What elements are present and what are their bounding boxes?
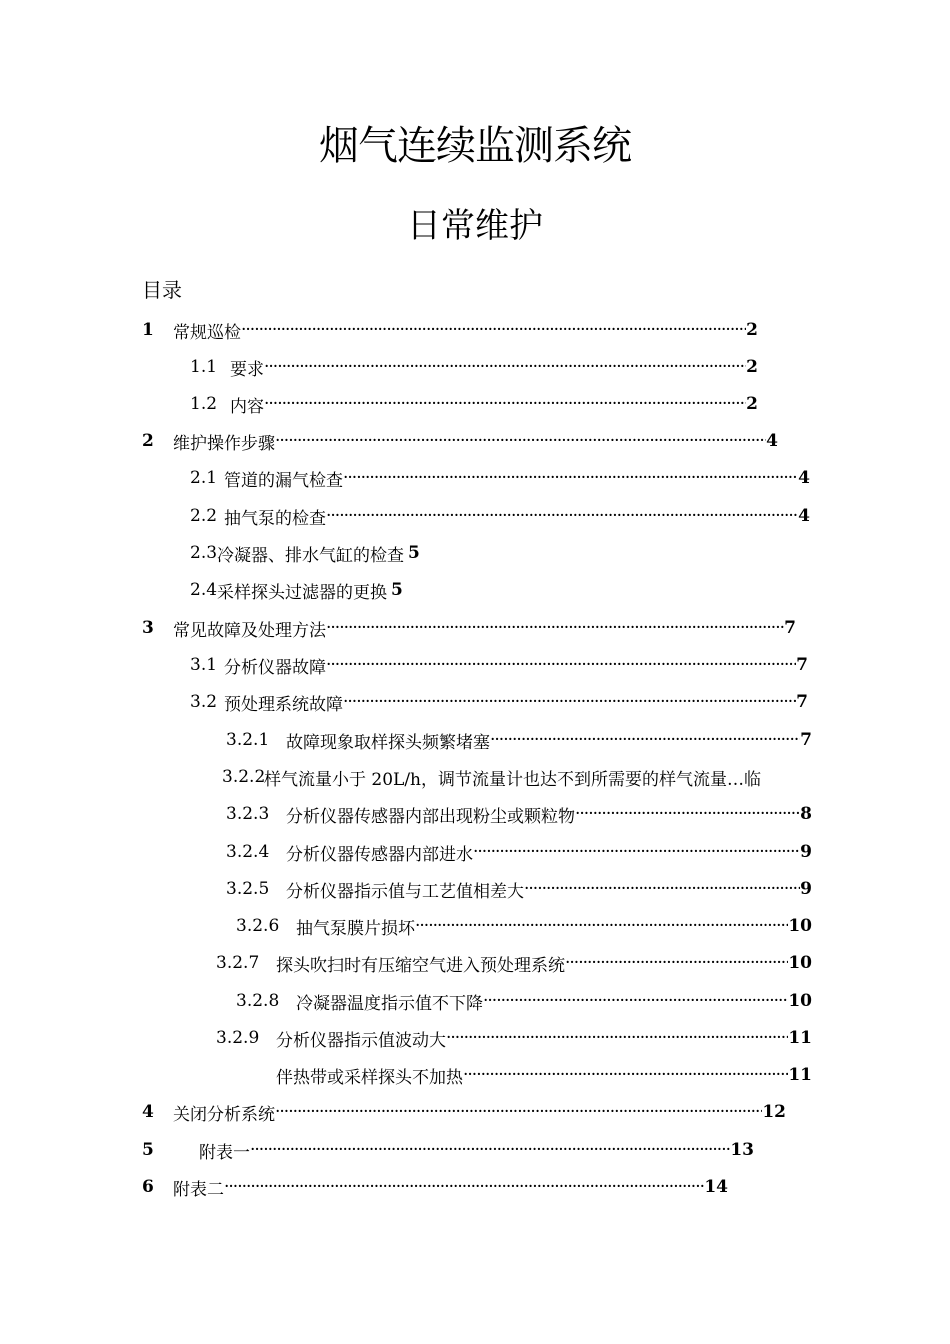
document-subtitle: 日常维护 <box>407 206 543 246</box>
toc-entry[interactable] <box>226 802 812 826</box>
toc-entry-page: 10 <box>788 953 812 973</box>
toc-entry-title: 故障现象取样探头频繁堵塞 <box>286 732 490 752</box>
toc-entry-title: 分析仪器指示值波动大 <box>276 1030 446 1050</box>
toc-entry-page: 14 <box>704 1177 728 1197</box>
toc-entry[interactable] <box>190 355 758 379</box>
toc-entry[interactable] <box>190 653 808 677</box>
toc-leader-dots <box>524 879 800 899</box>
toc-entry-title: 要求 <box>230 359 264 379</box>
toc-entry-number: 3.2.7 <box>216 953 260 973</box>
toc-entry-number: 3.2.6 <box>236 916 280 936</box>
toc-entry[interactable] <box>226 877 812 901</box>
toc-entry[interactable] <box>216 1026 812 1050</box>
toc-entry[interactable] <box>190 466 810 490</box>
toc-entry-title: 抽气泵膜片损坏 <box>296 918 415 938</box>
toc-entry-number: 2.2 <box>190 506 218 526</box>
toc-entry-title: 伴热带或采样探头不加热 <box>276 1067 463 1087</box>
toc-entry-title: 分析仪器指示值与工艺值相差大 <box>286 881 524 901</box>
toc-entry-number: 1.1 <box>190 357 218 377</box>
document-title: 烟气连续监测系统 <box>319 123 631 169</box>
toc-leader-dots <box>446 1028 788 1048</box>
toc-entry-page: 11 <box>788 1065 812 1085</box>
toc-entry-title: 附表一 <box>199 1142 250 1162</box>
toc-entry[interactable] <box>276 1063 812 1087</box>
toc-entry-page: 2 <box>746 320 758 340</box>
toc-leader-dots <box>326 655 796 675</box>
toc-entry[interactable] <box>222 765 812 789</box>
toc-entry-title: 冷凝器温度指示值不下降 <box>296 993 483 1013</box>
toc-entry-page: 12 <box>762 1102 786 1122</box>
toc-leader-dots <box>490 730 800 750</box>
toc-entry-number: 3.2.8 <box>236 991 280 1011</box>
toc-entry-page: 7 <box>784 618 796 638</box>
toc-entry-page: 10 <box>788 991 812 1011</box>
toc-entry-number: 4 <box>142 1102 154 1122</box>
toc-leader-dots <box>264 357 746 377</box>
toc-entry-number: 3.2.4 <box>226 842 270 862</box>
toc-leader-dots <box>326 506 798 526</box>
toc-leader-dots <box>241 320 746 340</box>
toc-entry[interactable] <box>236 914 812 938</box>
toc-entry-number: 3 <box>142 618 154 638</box>
toc-entry-title: 分析仪器传感器内部进水 <box>286 844 473 864</box>
toc-entry[interactable] <box>142 1175 728 1199</box>
toc-entry-number: 3.2.5 <box>226 879 270 899</box>
toc-entry-page: 11 <box>788 1028 812 1048</box>
toc-entry-title: 分析仪器故障 <box>224 657 326 677</box>
toc-entry[interactable] <box>190 392 758 416</box>
toc-leader-dots <box>565 953 788 973</box>
toc-entry-page: 9 <box>800 842 812 862</box>
toc-entry-page: 13 <box>730 1140 754 1160</box>
toc-entry-page: 10 <box>788 916 812 936</box>
toc-entry[interactable] <box>216 951 812 975</box>
toc-entry-title: 采样探头过滤器的更换 <box>217 582 387 602</box>
toc-leader-dots <box>473 842 800 862</box>
toc-entry-page: 2 <box>746 357 758 377</box>
toc-heading: 目录 <box>142 278 182 302</box>
toc-leader-dots <box>415 916 788 936</box>
toc-entry-number: 3.2.2 <box>222 767 266 787</box>
toc-entry-title: 常见故障及处理方法 <box>173 620 326 640</box>
toc-entry[interactable] <box>190 504 810 528</box>
toc-entry-number: 2.3 <box>190 543 218 563</box>
toc-entry-number: 3.1 <box>190 655 218 675</box>
toc-leader-dots <box>250 1140 730 1160</box>
toc-leader-dots <box>343 468 798 488</box>
toc-entry-title: 抽气泵的检查 <box>224 508 326 528</box>
toc-leader-dots <box>575 804 800 824</box>
toc-entry-page: 8 <box>800 804 812 824</box>
toc-entry[interactable] <box>142 429 778 453</box>
toc-entry-number: 5 <box>142 1140 154 1160</box>
toc-entry-page: 2 <box>746 394 758 414</box>
toc-entry-title: 常规巡检 <box>173 322 241 342</box>
toc-entry-page: 4 <box>798 468 810 488</box>
toc-entry-number: 3.2 <box>190 692 218 712</box>
toc-entry[interactable] <box>190 578 403 602</box>
toc-entry-page: 7 <box>800 730 812 750</box>
toc-leader-dots <box>343 692 796 712</box>
toc-entry-page: 4 <box>766 431 778 451</box>
toc-entry-number: 1 <box>142 320 154 340</box>
toc-entry[interactable] <box>226 840 812 864</box>
toc-entry-number: 2 <box>142 431 154 451</box>
toc-entry-title: 内容 <box>230 396 264 416</box>
toc-entry-title: 冷凝器、排水气缸的检查 <box>217 545 404 565</box>
toc-entry-title: 关闭分析系统 <box>173 1104 275 1124</box>
toc-entry[interactable] <box>142 1138 754 1162</box>
toc-entry-number: 2.1 <box>190 468 218 488</box>
toc-entry[interactable] <box>142 616 796 640</box>
toc-entry-page: 5 <box>408 543 420 563</box>
toc-entry-number: 2.4 <box>190 580 218 600</box>
toc-entry-title: 分析仪器传感器内部出现粉尘或颗粒物 <box>286 806 575 826</box>
toc-entry-title: 预处理系统故障 <box>224 694 343 714</box>
toc-leader-dots <box>326 618 784 638</box>
toc-entry-number: 1.2 <box>190 394 218 414</box>
toc-leader-dots <box>264 394 746 414</box>
toc-entry-page: 7 <box>796 655 808 675</box>
toc-entry-number: 3.2.9 <box>216 1028 260 1048</box>
toc-entry-title: 探头吹扫时有压缩空气进入预处理系统 <box>276 955 565 975</box>
toc-leader-dots <box>275 1102 762 1122</box>
toc-entry[interactable] <box>142 318 758 342</box>
toc-entry-number: 3.2.1 <box>226 730 270 750</box>
toc-entry-page: 7 <box>796 692 808 712</box>
toc-entry[interactable] <box>236 989 812 1013</box>
toc-entry-number: 6 <box>142 1177 154 1197</box>
toc-entry-title: 维护操作步骤 <box>173 433 275 453</box>
toc-leader-dots <box>483 991 788 1011</box>
toc-entry-title: 附表二 <box>173 1179 224 1199</box>
toc-entry[interactable] <box>190 690 808 714</box>
toc-entry-page: 4 <box>798 506 810 526</box>
toc-leader-dots <box>463 1065 788 1085</box>
toc-entry-title: 管道的漏气检查 <box>224 470 343 490</box>
toc-entry-title: 样气流量小于 20L/h，调节流量计也达不到所需要的样气流量…临 <box>264 769 761 789</box>
toc-leader-dots <box>224 1177 704 1197</box>
toc-leader-dots <box>275 431 766 451</box>
toc-entry-page: 5 <box>391 580 403 600</box>
toc-entry[interactable] <box>226 728 812 752</box>
toc-entry[interactable] <box>190 541 420 565</box>
toc-entry-page: 9 <box>800 879 812 899</box>
toc-entry-number: 3.2.3 <box>226 804 270 824</box>
toc-entry[interactable] <box>142 1100 786 1124</box>
